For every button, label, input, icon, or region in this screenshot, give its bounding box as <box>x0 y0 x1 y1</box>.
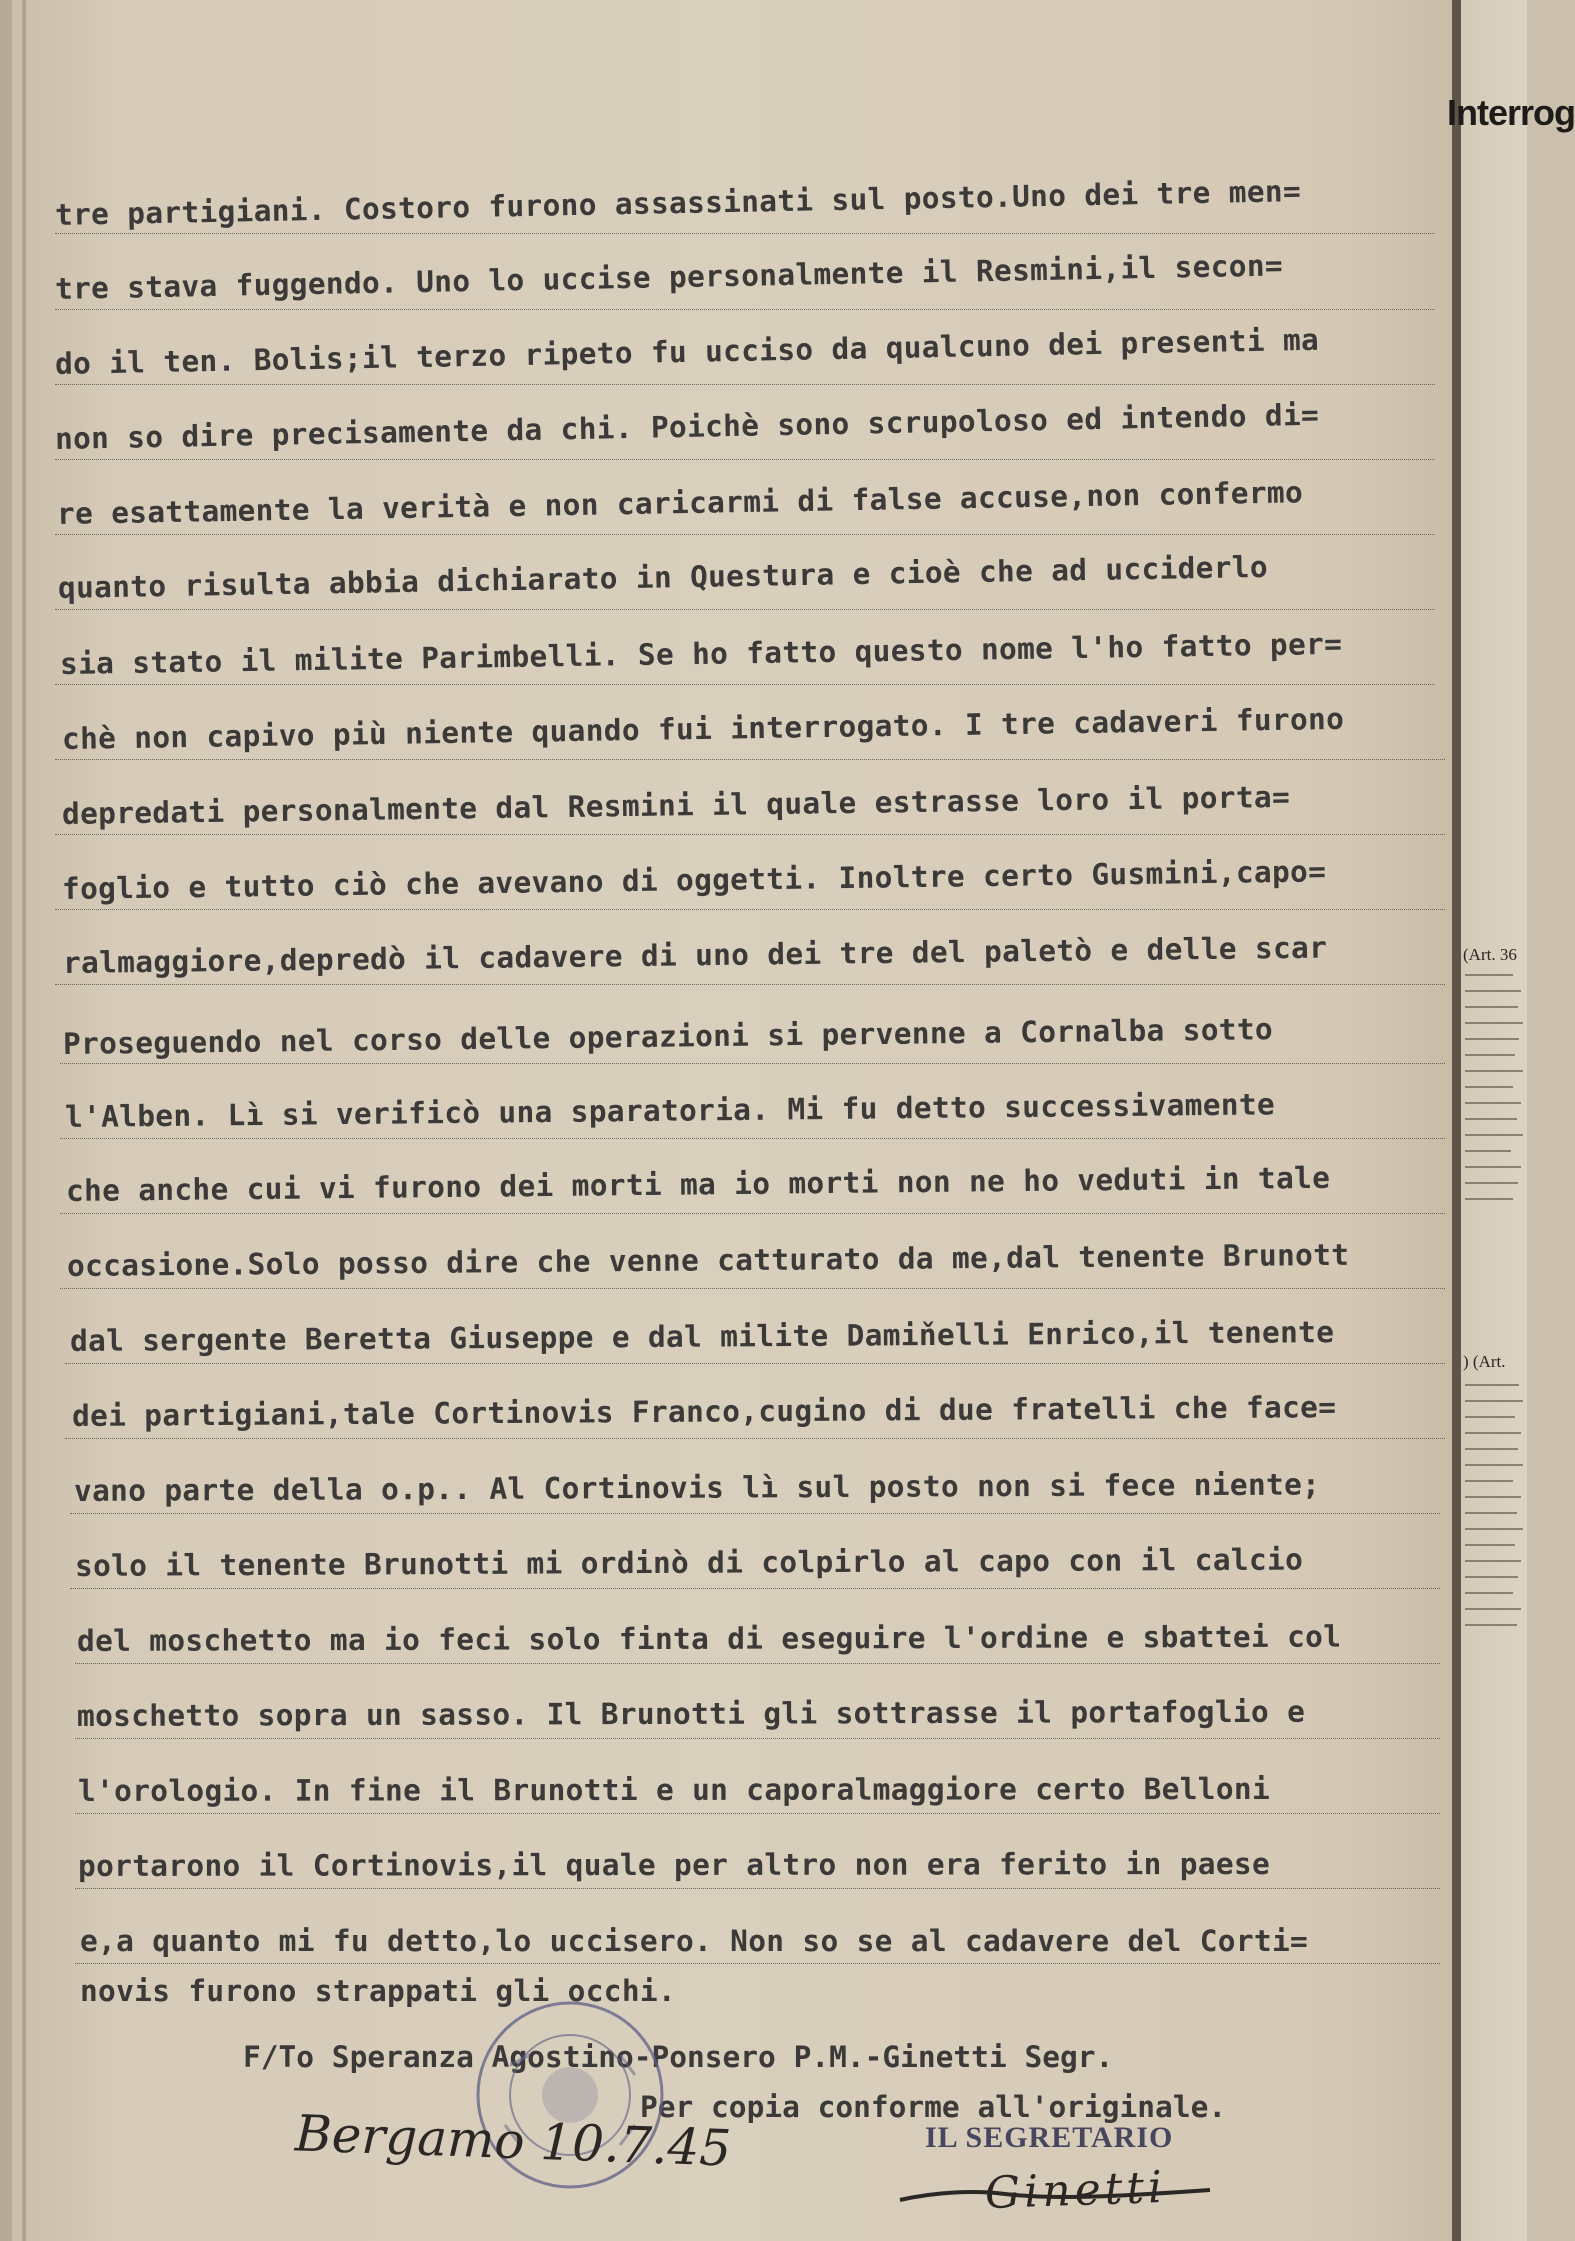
text-line: chè non capivo più niente quando fui interrogato. I tre cadaveri furono <box>61 701 1345 756</box>
adjacent-article-label: (Art. 36 <box>1463 945 1517 964</box>
text-line: l'orologio. In fine il Brunotti e un caporalmaggiore certo Belloni <box>77 1771 1271 1808</box>
text-line: portarono il Cortinovis,il quale per altro non era ferito in paese <box>77 1846 1271 1883</box>
binding-gutter <box>1452 0 1461 2241</box>
text-line: depredati personalmente dal Resmini il quale estrasse loro il porta= <box>61 779 1291 831</box>
text-line: che anche cui vi furono dei morti ma io morti non ne ho veduti in tale <box>65 1160 1331 1208</box>
text-line: foglio e tutto ciò che avevano di oggetti. Inoltre certo Gusmini,capo= <box>61 854 1327 906</box>
text-line: re esattamente la verità e non caricarmi di false accuse,non confermo <box>56 475 1304 531</box>
text-line: tre stava fuggendo. Uno lo uccise personalmente il Resmini,il secon= <box>54 248 1284 306</box>
copy-conformity-note: Per copia conforme all'originale. <box>640 2090 1227 2124</box>
handwritten-signature: Ginetti <box>984 2161 1167 2220</box>
text-line: moschetto sopra un sasso. Il Brunotti gli sottrasse il portafoglio e <box>76 1694 1306 1733</box>
adjacent-sheet-heading: Interrog <box>1447 92 1575 133</box>
text-line: solo il tenente Brunotti mi ordinò di colpirlo al capo con il calcio <box>74 1542 1304 1583</box>
text-line: sia stato il milite Parimbelli. Se ho fatto questo nome l'ho fatto per= <box>59 626 1343 681</box>
text-line: vano parte della o.p.. Al Cortinovis lì sul posto non si fece niente; <box>73 1467 1321 1508</box>
text-line: e,a quanto mi fu detto,lo uccisero. Non so se al cadavere del Corti= <box>80 1924 1309 1958</box>
text-line: Proseguendo nel corso delle operazioni si pervenne a Cornalba sotto <box>62 1012 1274 1061</box>
text-line: novis furono strappati gli occhi. <box>80 1974 676 2008</box>
adjacent-article-label: ) (Art. <box>1463 1352 1506 1371</box>
text-line: tre partigiani. Costoro furono assassinati sul posto.Uno dei tre men= <box>54 174 1302 232</box>
text-line: occasione.Solo posso dire che venne catturato da me,dal tenente Brunott <box>66 1237 1350 1283</box>
adjacent-sheet-fine-print <box>1463 965 1527 1685</box>
text-line: ralmaggiore,depredò il cadavere di uno dei tre del paletò e delle scar <box>62 930 1328 980</box>
text-line: del moschetto ma io feci solo finta di eseguire l'ordine e sbattei col <box>76 1619 1342 1658</box>
text-line: non so dire precisamente da chi. Poichè sono scrupoloso ed intendo di= <box>54 397 1320 456</box>
text-line: l'Alben. Lì si verificò una sparatoria. Mi fu detto successivamente <box>64 1087 1276 1134</box>
text-line: quanto risulta abbia dichiarato in Questura e cioè che ad ucciderlo <box>57 549 1269 605</box>
text-line: dei partigiani,tale Cortinovis Franco,cugino di due fratelli che face= <box>71 1390 1337 1433</box>
handwritten-place-date: Bergamo 10.7.45 <box>294 2104 733 2178</box>
secretary-title: IL SEGRETARIO <box>925 2121 1174 2154</box>
signature-line: F/To Speranza Agostino-Ponsero P.M.-Ginetti Segr. <box>243 2040 1114 2074</box>
signature-flourish <box>895 2170 1215 2220</box>
text-line: dal sergente Beretta Giuseppe e dal milite Damiňelli Enrico,il tenente <box>69 1315 1335 1358</box>
text-line: do il ten. Bolis;il terzo ripeto fu ucciso da qualcuno dei presenti ma <box>54 322 1320 381</box>
